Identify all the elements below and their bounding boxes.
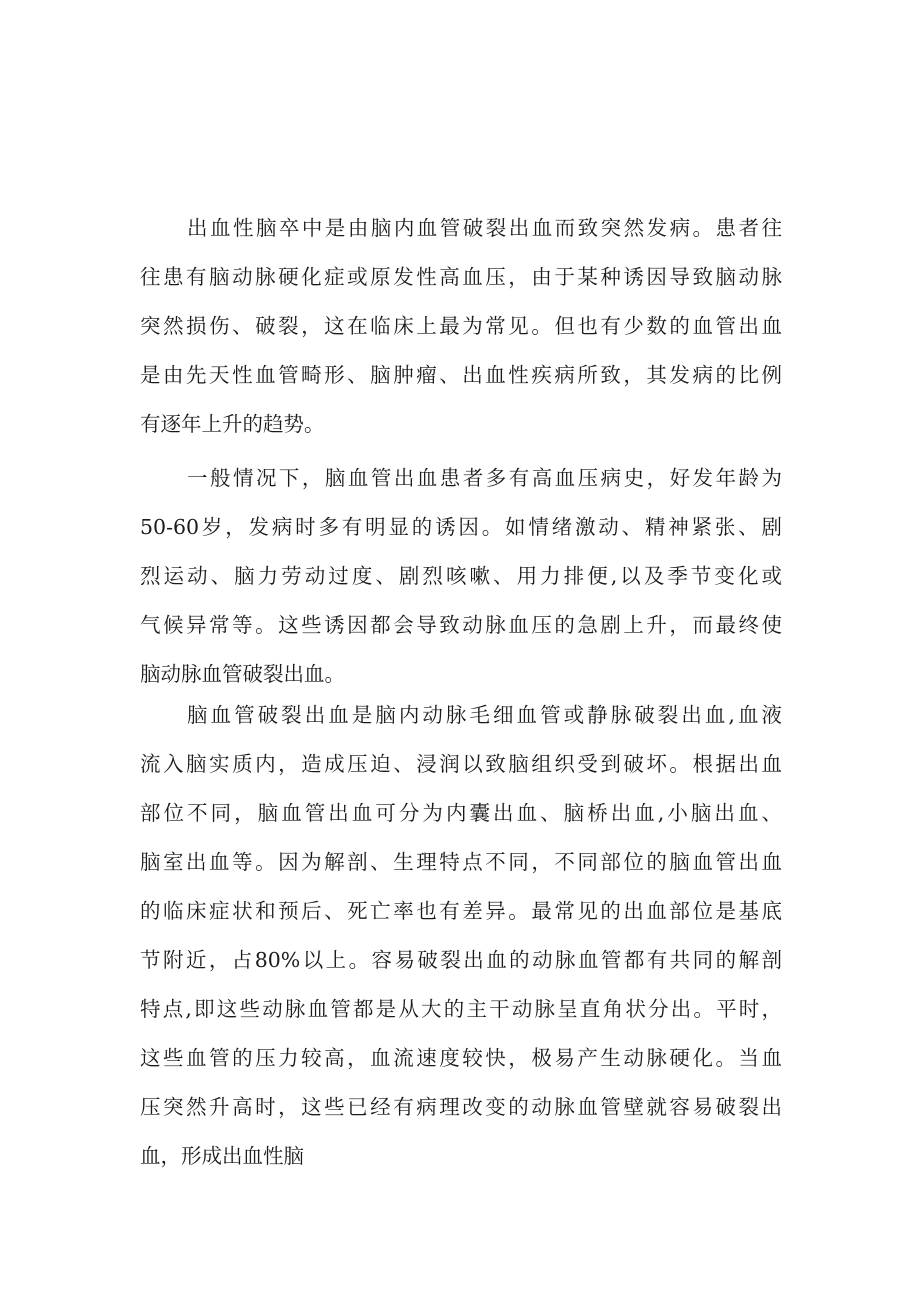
text-line: 一般情况下，脑血管出血患者多有高血压病史，好发年龄为 — [187, 466, 782, 490]
text-line: 特点,即这些动脉血管都是从大的主干动脉呈直角状分出。平时， — [140, 997, 782, 1021]
text-line: 压突然升高时，这些已经有病理改变的动脉血管壁就容易破裂出 — [140, 1095, 782, 1119]
text-line: 这些血管的压力较高，血流速度较快，极易产生动脉硬化。当血 — [140, 1046, 782, 1070]
text-line: 节附近，占80%以上。容易破裂出血的动脉血管都有共同的解剖 — [140, 948, 782, 972]
text-line: 流入脑实质内，造成压迫、浸润以致脑组织受到破坏。根据出血 — [140, 752, 782, 776]
paragraph-rupture-mechanism — [140, 691, 782, 1181]
text-line: 出血性脑卒中是由脑内血管破裂出血而致突然发病。患者往 — [187, 216, 782, 240]
text-line: 气候异常等。这些诱因都会导致动脉血压的急剧上升，而最终使 — [140, 613, 782, 637]
text-line: 是由先天性血管畸形、脑肿瘤、出血性疾病所致，其发病的比例 — [140, 363, 782, 387]
text-line: 的临床症状和预后、死亡率也有差异。最常见的出血部位是基底 — [140, 899, 782, 923]
paragraph-risk-factors — [140, 454, 782, 699]
text-line: 50-60岁，发病时多有明显的诱因。如情绪激动、精神紧张、剧 — [140, 515, 782, 539]
text-line: 往患有脑动脉硬化症或原发性高血压，由于某种诱因导致脑动脉 — [140, 265, 782, 289]
text-line: 烈运动、脑力劳动过度、剧烈咳嗽、用力排便,以及季节变化或 — [140, 564, 782, 588]
text-line: 突然损伤、破裂，这在临床上最为常见。但也有少数的血管出血 — [140, 314, 782, 338]
text-line: 脑室出血等。因为解剖、生理特点不同，不同部位的脑血管出血 — [140, 850, 782, 874]
text-line: 部位不同，脑血管出血可分为内囊出血、脑桥出血,小脑出血、 — [140, 801, 782, 825]
paragraph-hemorrhagic-stroke-intro — [140, 204, 782, 449]
text-line: 有逐年上升的趋势。 — [140, 412, 325, 436]
text-line: 血，形成出血性脑 — [140, 1144, 304, 1168]
text-line: 脑动脉血管破裂出血。 — [140, 662, 345, 686]
text-line: 脑血管破裂出血是脑内动脉毛细血管或静脉破裂出血,血液 — [187, 703, 782, 727]
